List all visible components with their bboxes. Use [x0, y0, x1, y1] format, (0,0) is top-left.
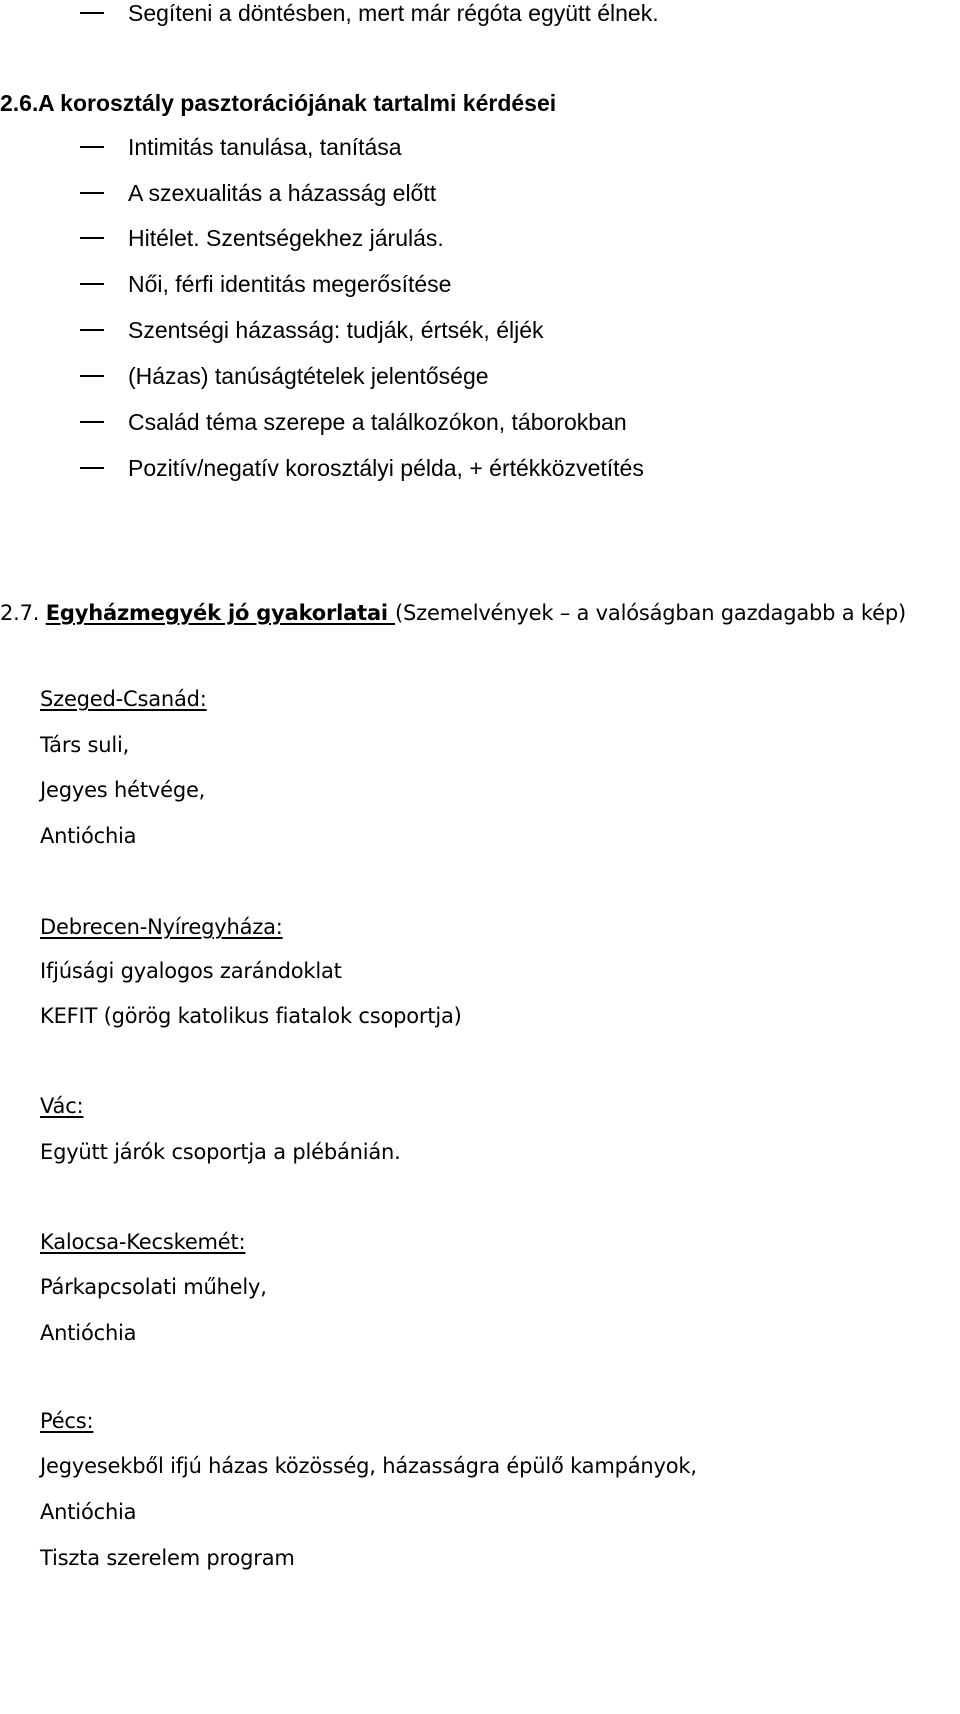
diocese-line: Párkapcsolati műhely,	[40, 1275, 267, 1299]
diocese-line: Antióchia	[40, 1500, 137, 1524]
bullet-text: Pozitív/negatív korosztályi példa, + értékközvetítés	[128, 455, 644, 481]
diocese-line: Társ suli,	[40, 733, 130, 757]
section-title: A korosztály pasztorációjának tartalmi kérdései	[38, 90, 557, 116]
dash-icon	[80, 146, 104, 148]
diocese-name: Vác:	[40, 1094, 84, 1118]
bullet-text: Család téma szerepe a találkozókon, táborokban	[128, 409, 627, 435]
diocese-name: Debrecen-Nyíregyháza:	[40, 915, 283, 939]
section-number: 2.6.	[0, 90, 39, 116]
diocese-line: Tiszta szerelem program	[40, 1546, 295, 1570]
bullet-text: Szentségi házasság: tudják, értsék, éljék	[128, 317, 544, 343]
bullet-text: Segíteni a döntésben, mert már régóta együtt élnek.	[128, 0, 659, 26]
bullet-text: Intimitás tanulása, tanítása	[128, 134, 402, 160]
diocese-name: Szeged-Csanád:	[40, 687, 207, 711]
dash-icon	[80, 467, 104, 469]
diocese-line: Jegyes hétvége,	[40, 778, 206, 802]
diocese-line: Jegyesekből ifjú házas közösség, házasságra épülő kampányok,	[40, 1454, 697, 1478]
dash-icon	[80, 421, 104, 423]
section-heading-2-6	[0, 87, 556, 119]
section-number: 2.7.	[0, 601, 40, 625]
dash-icon	[80, 237, 104, 239]
bullet-text: (Házas) tanúságtételek jelentősége	[128, 363, 489, 389]
dash-icon	[80, 12, 104, 14]
dash-icon	[80, 375, 104, 377]
bullet-text: Hitélet. Szentségekhez járulás.	[128, 225, 444, 251]
dash-icon	[80, 192, 104, 194]
diocese-line: Antióchia	[40, 1321, 137, 1345]
diocese-line: Együtt járók csoportja a plébánián.	[40, 1140, 401, 1164]
section-heading-2-7	[0, 596, 906, 630]
diocese-line: Antióchia	[40, 824, 137, 848]
bullet-text: A szexualitás a házasság előtt	[128, 180, 437, 206]
diocese-line: Ifjúsági gyalogos zarándoklat	[40, 959, 342, 983]
dash-icon	[80, 283, 104, 285]
diocese-name: Pécs:	[40, 1409, 94, 1433]
bullet-text: Női, férfi identitás megerősítése	[128, 271, 452, 297]
diocese-line: KEFIT (görög katolikus fiatalok csoportja)	[40, 1004, 462, 1028]
diocese-name: Kalocsa-Kecskemét:	[40, 1230, 246, 1254]
section-subtitle: (Szemelvények – a valóságban gazdagabb a kép)	[395, 601, 906, 625]
section-title: Egyházmegyék jó gyakorlatai	[45, 601, 396, 625]
dash-icon	[80, 329, 104, 331]
